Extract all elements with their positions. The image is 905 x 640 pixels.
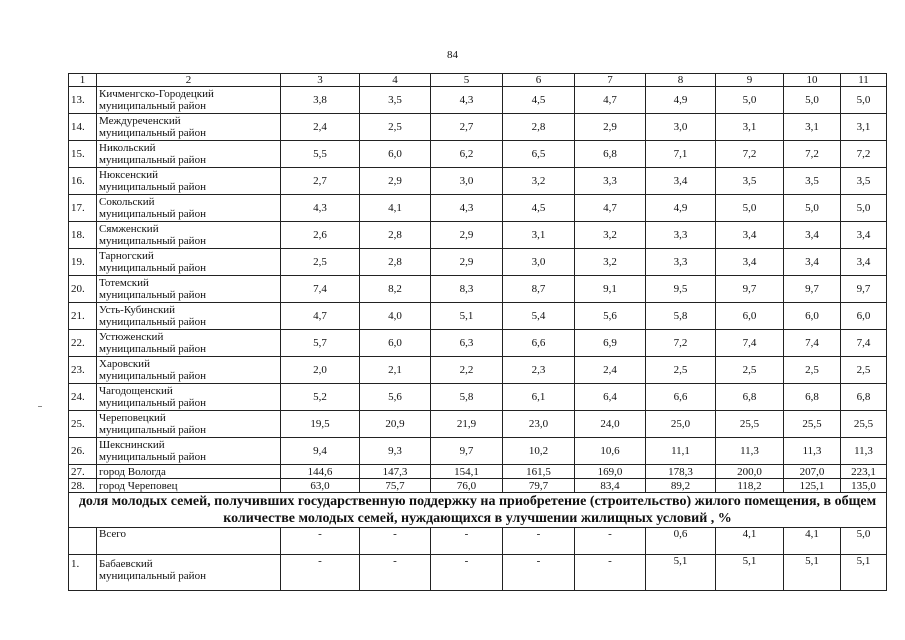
- value-cell: -: [360, 528, 431, 555]
- value-cell: 161,5: [503, 465, 575, 479]
- value-cell: 9,7: [716, 276, 784, 303]
- value-cell: 2,8: [360, 222, 431, 249]
- value-cell: 4,9: [646, 195, 716, 222]
- value-cell: 2,1: [360, 357, 431, 384]
- value-cell: 7,4: [784, 330, 841, 357]
- value-cell: -: [431, 528, 503, 555]
- row-number: 23.: [69, 357, 97, 384]
- value-cell: 6,8: [716, 384, 784, 411]
- value-cell: 6,8: [784, 384, 841, 411]
- row-name: [97, 479, 281, 493]
- value-cell: 5,1: [431, 303, 503, 330]
- row-name-line: Тарногский: [99, 250, 154, 262]
- value-cell: 89,2: [646, 479, 716, 493]
- value-cell: 7,2: [646, 330, 716, 357]
- value-cell: 2,2: [431, 357, 503, 384]
- row-name: [97, 249, 281, 276]
- value-cell: 76,0: [431, 479, 503, 493]
- value-cell: 4,7: [281, 303, 360, 330]
- table-row: [69, 114, 887, 141]
- value-cell: 2,0: [281, 357, 360, 384]
- value-cell: 125,1: [784, 479, 841, 493]
- value-cell: 7,4: [281, 276, 360, 303]
- value-cell: 5,0: [716, 195, 784, 222]
- column-header-11: 11: [841, 74, 887, 87]
- value-cell: 6,0: [360, 330, 431, 357]
- value-cell: 8,3: [431, 276, 503, 303]
- value-cell: 7,2: [841, 141, 887, 168]
- value-cell: 11,3: [784, 438, 841, 465]
- row-name-line: Тотемский: [99, 277, 149, 289]
- row-number: 28.: [69, 479, 97, 493]
- value-cell: 4,3: [431, 87, 503, 114]
- value-cell: 135,0: [841, 479, 887, 493]
- column-header-1: 1: [69, 74, 97, 87]
- value-cell: 2,5: [784, 357, 841, 384]
- value-cell: 9,3: [360, 438, 431, 465]
- value-cell: 9,7: [784, 276, 841, 303]
- value-cell: 5,1: [841, 555, 887, 591]
- row-name: [97, 357, 281, 384]
- value-cell: 169,0: [575, 465, 646, 479]
- value-cell: 3,4: [841, 249, 887, 276]
- value-cell: 3,5: [841, 168, 887, 195]
- value-cell: 3,5: [784, 168, 841, 195]
- row-name-line: Никольский: [99, 142, 156, 154]
- value-cell: 3,0: [646, 114, 716, 141]
- value-cell: 5,1: [716, 555, 784, 591]
- value-cell: 9,5: [646, 276, 716, 303]
- column-header-2: 2: [97, 74, 281, 87]
- value-cell: 2,5: [281, 249, 360, 276]
- value-cell: 5,8: [646, 303, 716, 330]
- table-row: [69, 528, 887, 555]
- value-cell: 4,5: [503, 87, 575, 114]
- value-cell: 207,0: [784, 465, 841, 479]
- table-row: [69, 555, 887, 591]
- row-name-line: муниципальный район: [99, 343, 206, 355]
- value-cell: 8,7: [503, 276, 575, 303]
- table-row: [69, 411, 887, 438]
- value-cell: 11,1: [646, 438, 716, 465]
- value-cell: 9,4: [281, 438, 360, 465]
- value-cell: -: [431, 555, 503, 591]
- row-number: 19.: [69, 249, 97, 276]
- table-row: [69, 479, 887, 493]
- table-row: [69, 303, 887, 330]
- header-row: [69, 74, 887, 87]
- value-cell: 7,4: [841, 330, 887, 357]
- value-cell: 4,5: [503, 195, 575, 222]
- table-row: [69, 195, 887, 222]
- value-cell: 9,7: [841, 276, 887, 303]
- row-name: [97, 330, 281, 357]
- value-cell: 3,0: [431, 168, 503, 195]
- value-cell: 3,5: [716, 168, 784, 195]
- value-cell: 154,1: [431, 465, 503, 479]
- row-number: 18.: [69, 222, 97, 249]
- row-name-line: Чагодощенский: [99, 385, 173, 397]
- column-header-3: 3: [281, 74, 360, 87]
- row-name: [97, 303, 281, 330]
- value-cell: 2,9: [360, 168, 431, 195]
- value-cell: 6,8: [575, 141, 646, 168]
- value-cell: 6,4: [575, 384, 646, 411]
- value-cell: 2,3: [503, 357, 575, 384]
- row-name-line: муниципальный район: [99, 235, 206, 247]
- value-cell: 20,9: [360, 411, 431, 438]
- value-cell: 6,3: [431, 330, 503, 357]
- value-cell: 5,5: [281, 141, 360, 168]
- value-cell: 5,1: [784, 555, 841, 591]
- value-cell: 19,5: [281, 411, 360, 438]
- value-cell: 7,1: [646, 141, 716, 168]
- value-cell: 6,5: [503, 141, 575, 168]
- row-name: [97, 168, 281, 195]
- data-table: [68, 73, 887, 591]
- section-title: доля молодых семей, получивших государственную поддержку на приобретение (строительство) жилого помещения, в общем количестве молодых семей, нуждающихся в улучшении жилищных условий , %: [69, 493, 887, 528]
- value-cell: 2,5: [716, 357, 784, 384]
- value-cell: 3,1: [841, 114, 887, 141]
- value-cell: 2,9: [431, 222, 503, 249]
- row-name: [97, 438, 281, 465]
- value-cell: 4,3: [431, 195, 503, 222]
- row-name-line: муниципальный район: [99, 181, 206, 193]
- row-name-line: Бабаевский: [99, 558, 153, 570]
- value-cell: 24,0: [575, 411, 646, 438]
- value-cell: 200,0: [716, 465, 784, 479]
- value-cell: 3,1: [716, 114, 784, 141]
- value-cell: 6,2: [431, 141, 503, 168]
- value-cell: 5,0: [784, 195, 841, 222]
- row-name-line: муниципальный район: [99, 262, 206, 274]
- row-number: 22.: [69, 330, 97, 357]
- row-name-line: Сокольский: [99, 196, 155, 208]
- value-cell: 63,0: [281, 479, 360, 493]
- value-cell: 2,5: [360, 114, 431, 141]
- value-cell: 3,0: [503, 249, 575, 276]
- value-cell: 5,0: [716, 87, 784, 114]
- value-cell: 3,1: [503, 222, 575, 249]
- row-name: [97, 222, 281, 249]
- value-cell: 25,0: [646, 411, 716, 438]
- value-cell: 4,9: [646, 87, 716, 114]
- row-name: [97, 465, 281, 479]
- row-name: [97, 114, 281, 141]
- column-header-4: 4: [360, 74, 431, 87]
- column-header-10: 10: [784, 74, 841, 87]
- value-cell: 6,6: [646, 384, 716, 411]
- row-number: 16.: [69, 168, 97, 195]
- value-cell: 6,6: [503, 330, 575, 357]
- value-cell: 5,1: [646, 555, 716, 591]
- value-cell: 3,2: [575, 249, 646, 276]
- value-cell: 3,3: [646, 222, 716, 249]
- value-cell: 79,7: [503, 479, 575, 493]
- value-cell: 6,0: [841, 303, 887, 330]
- row-name-line: муниципальный район: [99, 127, 206, 139]
- value-cell: 5,6: [575, 303, 646, 330]
- table-row: [69, 87, 887, 114]
- value-cell: 11,3: [841, 438, 887, 465]
- row-name-line: город Череповец: [99, 479, 178, 492]
- value-cell: 3,3: [646, 249, 716, 276]
- value-cell: 7,4: [716, 330, 784, 357]
- value-cell: 4,0: [360, 303, 431, 330]
- row-name: [97, 411, 281, 438]
- value-cell: 4,1: [784, 528, 841, 555]
- table-row: [69, 438, 887, 465]
- value-cell: 5,0: [784, 87, 841, 114]
- value-cell: 25,5: [841, 411, 887, 438]
- value-cell: 223,1: [841, 465, 887, 479]
- value-cell: 2,8: [503, 114, 575, 141]
- row-name-line: Междуреченский: [99, 115, 181, 127]
- row-name-line: муниципальный район: [99, 100, 206, 112]
- value-cell: 5,7: [281, 330, 360, 357]
- value-cell: -: [281, 555, 360, 591]
- value-cell: -: [575, 555, 646, 591]
- value-cell: 2,4: [281, 114, 360, 141]
- row-name: [97, 555, 281, 591]
- value-cell: 5,4: [503, 303, 575, 330]
- table-row: [69, 384, 887, 411]
- value-cell: 3,4: [646, 168, 716, 195]
- section-title-row: [69, 493, 887, 528]
- value-cell: 11,3: [716, 438, 784, 465]
- row-name-line: муниципальный район: [99, 154, 206, 166]
- row-name: [97, 87, 281, 114]
- value-cell: 4,3: [281, 195, 360, 222]
- row-number: [69, 528, 97, 555]
- value-cell: 2,4: [575, 357, 646, 384]
- value-cell: 3,8: [281, 87, 360, 114]
- value-cell: 8,2: [360, 276, 431, 303]
- row-number: 21.: [69, 303, 97, 330]
- value-cell: 3,1: [784, 114, 841, 141]
- page-number: 84: [447, 49, 458, 61]
- row-name-line: Кичменгско-Городецкий: [99, 88, 214, 100]
- row-number: 24.: [69, 384, 97, 411]
- row-number: 20.: [69, 276, 97, 303]
- value-cell: 144,6: [281, 465, 360, 479]
- value-cell: 6,0: [716, 303, 784, 330]
- value-cell: 2,5: [646, 357, 716, 384]
- table-row: [69, 222, 887, 249]
- value-cell: 6,0: [784, 303, 841, 330]
- row-name: [97, 195, 281, 222]
- value-cell: 21,9: [431, 411, 503, 438]
- value-cell: 147,3: [360, 465, 431, 479]
- value-cell: 6,9: [575, 330, 646, 357]
- value-cell: 178,3: [646, 465, 716, 479]
- row-name-line: Всего: [99, 528, 126, 540]
- value-cell: 0,6: [646, 528, 716, 555]
- table-row: [69, 141, 887, 168]
- column-header-5: 5: [431, 74, 503, 87]
- value-cell: 7,2: [716, 141, 784, 168]
- row-number: 25.: [69, 411, 97, 438]
- row-name-line: муниципальный район: [99, 451, 206, 463]
- row-number: 27.: [69, 465, 97, 479]
- value-cell: 5,0: [841, 528, 887, 555]
- value-cell: 23,0: [503, 411, 575, 438]
- value-cell: 6,0: [360, 141, 431, 168]
- column-header-8: 8: [646, 74, 716, 87]
- value-cell: 3,5: [360, 87, 431, 114]
- row-name-line: муниципальный район: [99, 289, 206, 301]
- column-header-7: 7: [575, 74, 646, 87]
- value-cell: 4,7: [575, 195, 646, 222]
- row-name-line: Сямженский: [99, 223, 159, 235]
- row-name-line: Нюксенский: [99, 169, 159, 181]
- value-cell: 5,0: [841, 195, 887, 222]
- row-name-line: Череповецкий: [99, 412, 166, 424]
- value-cell: -: [503, 555, 575, 591]
- value-cell: 4,1: [716, 528, 784, 555]
- row-number: 26.: [69, 438, 97, 465]
- value-cell: 2,6: [281, 222, 360, 249]
- row-number: 1.: [69, 555, 97, 591]
- row-name-line: город Вологда: [99, 465, 166, 478]
- value-cell: 3,4: [784, 249, 841, 276]
- row-name-line: Шекснинский: [99, 439, 165, 451]
- value-cell: 5,2: [281, 384, 360, 411]
- row-name-line: Харовский: [99, 358, 150, 370]
- value-cell: 118,2: [716, 479, 784, 493]
- value-cell: 3,4: [716, 249, 784, 276]
- value-cell: 7,2: [784, 141, 841, 168]
- value-cell: 4,1: [360, 195, 431, 222]
- row-name-line: муниципальный район: [99, 397, 206, 409]
- margin-mark: [38, 406, 42, 407]
- value-cell: 75,7: [360, 479, 431, 493]
- value-cell: -: [281, 528, 360, 555]
- row-name-line: Усть-Кубинский: [99, 304, 176, 316]
- value-cell: 83,4: [575, 479, 646, 493]
- table-row: [69, 276, 887, 303]
- value-cell: 10,2: [503, 438, 575, 465]
- value-cell: -: [360, 555, 431, 591]
- value-cell: 5,8: [431, 384, 503, 411]
- value-cell: 3,4: [784, 222, 841, 249]
- row-name-line: муниципальный район: [99, 424, 206, 436]
- value-cell: 5,6: [360, 384, 431, 411]
- table-row: [69, 465, 887, 479]
- value-cell: 3,2: [503, 168, 575, 195]
- value-cell: 2,9: [431, 249, 503, 276]
- value-cell: -: [575, 528, 646, 555]
- value-cell: 6,8: [841, 384, 887, 411]
- row-name-line: муниципальный район: [99, 316, 206, 328]
- value-cell: 5,0: [841, 87, 887, 114]
- value-cell: 10,6: [575, 438, 646, 465]
- value-cell: 25,5: [716, 411, 784, 438]
- table-row: [69, 357, 887, 384]
- value-cell: 2,9: [575, 114, 646, 141]
- value-cell: -: [503, 528, 575, 555]
- value-cell: 9,7: [431, 438, 503, 465]
- row-name: [97, 141, 281, 168]
- column-header-6: 6: [503, 74, 575, 87]
- value-cell: 2,7: [281, 168, 360, 195]
- value-cell: 4,7: [575, 87, 646, 114]
- value-cell: 3,2: [575, 222, 646, 249]
- value-cell: 9,1: [575, 276, 646, 303]
- value-cell: 2,5: [841, 357, 887, 384]
- row-number: 17.: [69, 195, 97, 222]
- value-cell: 3,4: [841, 222, 887, 249]
- value-cell: 3,3: [575, 168, 646, 195]
- row-name-line: муниципальный район: [99, 570, 206, 582]
- row-name: [97, 276, 281, 303]
- row-name-line: муниципальный район: [99, 370, 206, 382]
- value-cell: 3,4: [716, 222, 784, 249]
- value-cell: 6,1: [503, 384, 575, 411]
- value-cell: 2,8: [360, 249, 431, 276]
- table-row: [69, 330, 887, 357]
- table-row: [69, 168, 887, 195]
- row-number: 14.: [69, 114, 97, 141]
- column-header-9: 9: [716, 74, 784, 87]
- row-name: [97, 384, 281, 411]
- row-number: 15.: [69, 141, 97, 168]
- row-name: [97, 528, 281, 555]
- row-number: 13.: [69, 87, 97, 114]
- table-row: [69, 249, 887, 276]
- value-cell: 2,7: [431, 114, 503, 141]
- row-name-line: Устюженский: [99, 331, 164, 343]
- value-cell: 25,5: [784, 411, 841, 438]
- row-name-line: муниципальный район: [99, 208, 206, 220]
